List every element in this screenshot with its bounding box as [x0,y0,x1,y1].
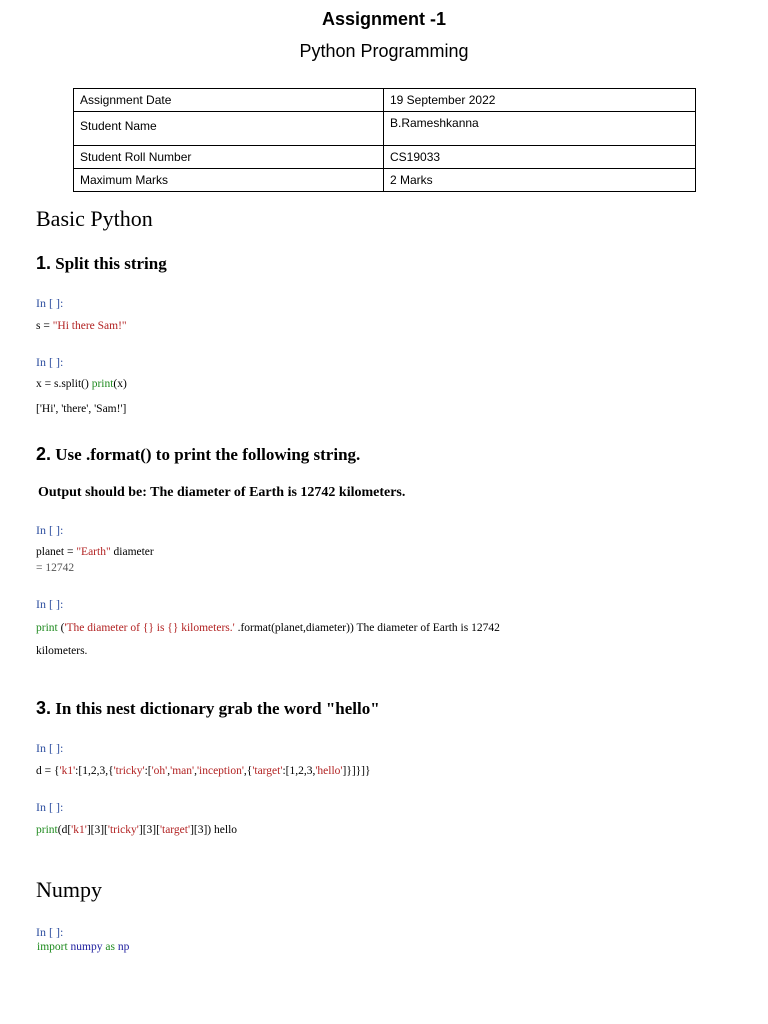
code-string: 'target' [159,824,191,836]
code-keyword: print [36,824,58,836]
cell-prompt: In [ ]: [36,523,64,537]
code-string: 'tricky' [113,765,145,777]
code-module: numpy [67,941,106,953]
cell-prompt: In [ ]: [36,800,64,814]
code-string: 'k1' [71,824,87,836]
code-string: "Hi there Sam!" [52,320,127,332]
table-row [74,89,696,112]
code-string: 'man' [170,765,195,777]
expected-output-note: Output should be: The diameter of Earth is 12742 kilometers. [38,485,406,500]
code-keyword: print [91,378,114,390]
code-text: ][3][ [86,824,108,836]
code-string: 'hello' [315,765,343,777]
question-number: 3. [36,698,52,718]
code-text: ]}]}]} [342,765,371,777]
code-string: 'inception' [196,765,244,777]
code-cell [36,622,500,634]
table-label-cell: Maximum Marks [74,169,384,192]
code-string: 'oh' [151,765,168,777]
table-value-cell: CS19033 [384,146,696,169]
code-text: ( [57,622,65,634]
code-string: 'target' [252,765,283,777]
code-text: (d[ [57,824,72,836]
code-text: s = [36,320,53,332]
table-row [74,169,696,192]
cell-output: The diameter of Earth is 12742 [356,622,500,634]
cell-prompt: In [ ]: [36,296,64,310]
question-number: 1. [36,253,52,273]
cell-prompt: In [ ]: [36,741,64,755]
cell-prompt: In [ ]: [36,355,64,369]
code-text: :[1,2,3, [282,765,316,777]
question-2-heading [36,444,360,465]
question-1-heading [36,253,167,274]
cell-output: ['Hi', 'there', 'Sam!'] [36,403,127,415]
code-cell [36,378,127,390]
document-title: Assignment -1 [321,9,447,29]
table-value-cell: B.Rameshkanna [384,112,696,146]
table-value-cell: 19 September 2022 [384,89,696,112]
code-cell [37,941,129,953]
question-title: In this nest dictionary grab the word "hello" [55,699,380,718]
code-cell [36,824,237,836]
code-keyword: as [105,941,115,953]
cell-output: kilometers. [36,645,88,657]
assignment-info-table [73,88,696,192]
code-text: diameter [110,546,154,558]
table-label-cell: Student Roll Number [74,146,384,169]
cell-prompt: In [ ]: [36,597,64,611]
table-value-cell: 2 Marks [384,169,696,192]
code-module: np [114,941,130,953]
code-cell [36,546,154,558]
code-text: ][3]) [190,824,215,836]
table-label-cell: Assignment Date [74,89,384,112]
document-subtitle: Python Programming [299,41,469,61]
table-label-cell: Student Name [74,112,384,146]
table-row [74,112,696,146]
code-string: 'The diameter of {} is {} kilometers.' [64,622,235,634]
cell-prompt: In [ ]: [36,925,64,939]
code-cell [36,765,371,777]
section-heading-basic-python: Basic Python [36,206,153,231]
code-cell: = 12742 [36,562,75,574]
code-text: .format(planet,diameter)) [234,622,357,634]
code-cell [36,320,127,332]
code-text: :[ [144,765,152,777]
code-text: ][3][ [138,824,160,836]
question-number: 2. [36,444,52,464]
table-row [74,146,696,169]
code-text: :[1,2,3,{ [75,765,114,777]
question-title: Use .format() to print the following string. [55,445,361,464]
question-3-heading [36,698,380,719]
code-text: planet = [36,546,77,558]
code-text: x = s.split() [36,378,92,390]
question-title: Split this string [55,254,167,273]
code-text: , [194,765,197,777]
cell-output: hello [214,824,238,836]
code-text: , [167,765,171,777]
code-text: (x) [113,378,127,390]
code-keyword: import [37,941,68,953]
code-text: ,{ [243,765,253,777]
section-heading-numpy: Numpy [36,877,102,902]
code-string: "Earth" [76,546,111,558]
code-text: d = { [36,765,60,777]
code-string: 'tricky' [107,824,139,836]
code-string: 'k1' [59,765,76,777]
code-keyword: print [36,622,58,634]
